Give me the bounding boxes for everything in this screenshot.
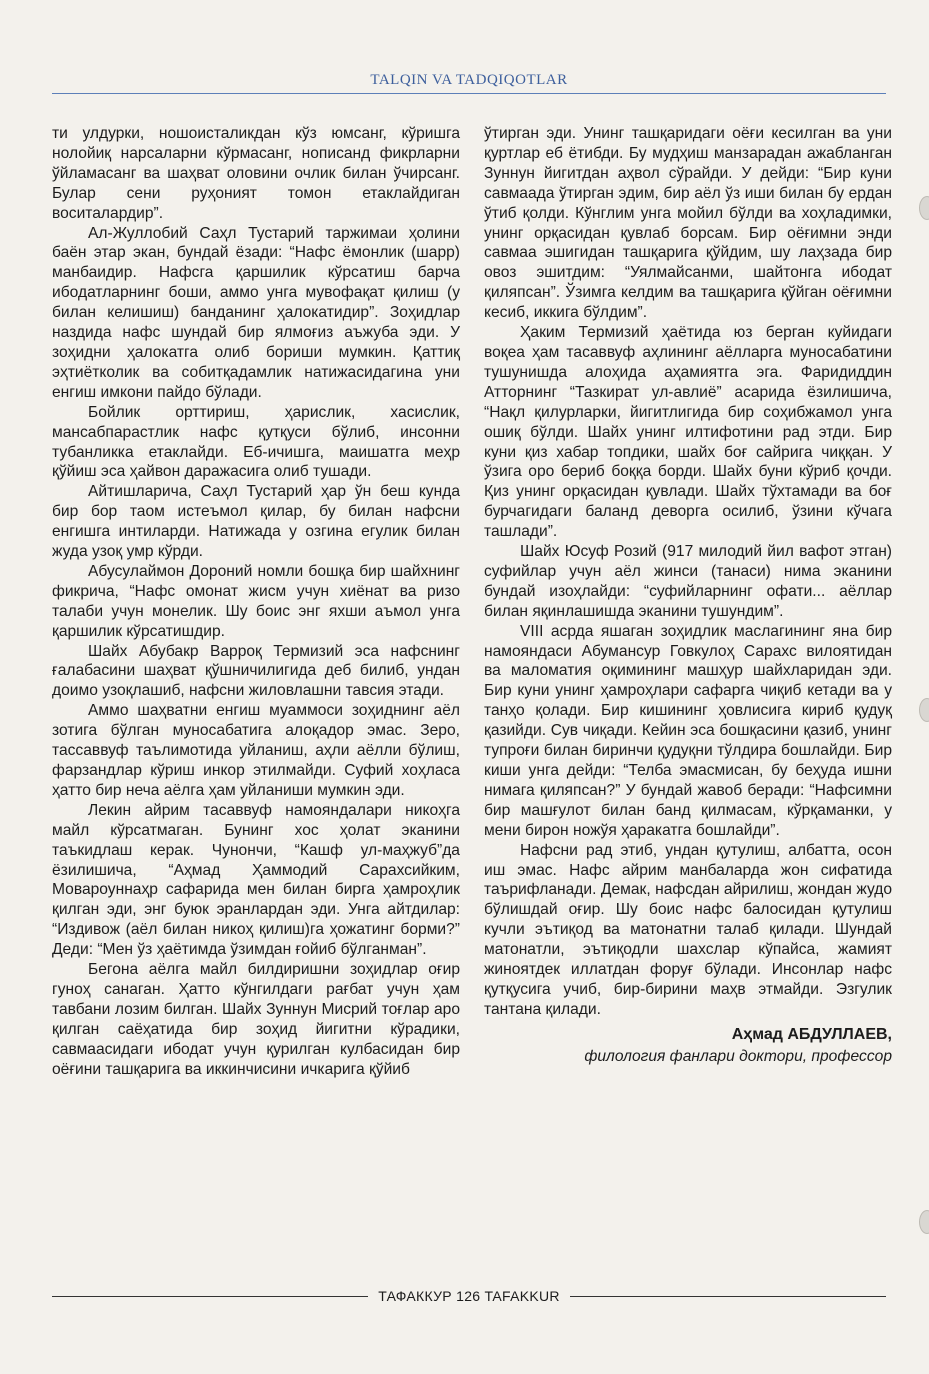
paragraph: Бегона аёлга майл билдиришни зоҳидлар оғир гуноҳ санаган. Ҳатто кўнгилдаги рағбат учун ҳам тавбани лозим билган. Шайх Зуннун Мисрий тоғлар аро қилган саёҳатида бир зоҳид йигитни кўрадики, савмаасидаги ибодат учун қурилган кулбасидан бир оёғини ташқарига ва иккинчисини ичкарига қўйиб: [52, 961, 460, 1078]
paragraph: ўтирган эди. Унинг ташқаридаги оёғи кесилган ва уни қуртлар еб ётибди. Бу мудҳиш манзарадан ажабланган Зуннун йигитдан аҳвол сўрайди. У дейди: “Бир куни савмаада ўтирган эдим, бир аёл ўз иши билан бу ердан ўтиб қолди. Кўнглим унга мойил бўлди ва хоҳладимки, унинг орқасидан қувлаб борсам. Бир оёғимни энди савмаа эшигидан ташқарига қўйдим, шу лаҳзада бир овоз эшитдим: “Уялмайсанми, шайтонга ибодат қиляпсан”. Ўзимга келдим ва ташқарига қўйган оёғимни кесиб, иккига бўлдим”.: [484, 125, 892, 322]
footer-rule-right: [570, 1296, 886, 1297]
header-rule: [52, 93, 886, 94]
paragraph: Ҳаким Термизий ҳаётида юз берган куйидаги воқеа ҳам тасаввуф аҳлининг аёлларга муносабатини тушунишда алоҳида аҳамиятга эга. Фаридиддин Атторнинг “Тазкират ул-авлиё” асарида ёзилишича, “Нақл қилурларки, йигитлигида бир соҳибжамол унга ошиқ бўлди. Шайх унинг илтифотини рад этди. Бир куни қиз хабар топдики, шайх боғ сайрига чиққан. У ўзига оро бериб боққа борди. Шайх буни кўриб қочди. Қиз унинг орқасидан қувлади. Шайх тўхтамади ва боғ бурчагидаги баланд деворга осилиб, ўзини кўчага ташлади”.: [484, 324, 892, 541]
paragraph: VIII асрда яшаган зоҳидлик маслагининг яна бир намояндаси Абумансур Говкулоҳ Сарахс вилоятидан ва маломатия оқимининг машҳур шайхларидан эди. Бир куни унинг ҳамроҳлари сафарга чиқиб кетади ва у танҳо қолади. Бир кишининг ҳовлисига кириб қудуқ қазийди. Сув чиқади. Кейин эса бошқасини қазиб, унинг тупроғи билан биринчи қудуқни тўлдира бошлайди. Бир киши унга дейди: “Телба эмасмисан, бу беҳуда ишни нимага қиляпсан?” У бундай жавоб беради: “Нафсимни бир машғулот билан банд қилмасам, кўрқаманки, у мени бирон ножўя ҳаракатга бошлайди”.: [484, 622, 892, 839]
paragraph: Абусулаймон Дороний номли бошқа бир шайхнинг фикрича, “Нафс омонат жисм учун хиёнат ва ризо талаби учун монелик. Шу боис энг яхши аъмол унга қаршилик кўрсатишдир.: [52, 562, 460, 640]
binder-hole: [919, 1210, 929, 1234]
footer-rule-left: [52, 1296, 368, 1297]
author-signature: [484, 1024, 892, 1068]
paragraph: Шайх Юсуф Розий (917 милодий йил вафот этган) суфийлар учун аёл жинси (танаси) нима эканини бундай изоҳлайди: “суфийларнинг офати... аёллар билан яқинлашишда эканини тушундим”.: [484, 543, 892, 620]
paragraph: Бойлик орттириш, ҳарислик, хасислик, мансабпарастлик нафс қутқуси бўлиб, инсонни тубанликка етаклайди. Еб-ичишга, маишатга меҳр қўйиш эса ҳайвон даражасига олиб тушади.: [52, 403, 460, 481]
paragraph: ти улдурки, ношоисталикдан кўз юмсанг, кўришга нолойиқ нарсаларни кўрмасанг, нописанд фикрларни ўйламасанг ва шаҳват оловини очлик билан ўчирсанг. Булар сени руҳоният томон етаклайдиган воситалардир”.: [52, 125, 460, 222]
running-title: ТАФАККУР 126 TAFAKKUR: [378, 1288, 560, 1304]
right-column: [484, 124, 892, 1068]
author-name: Аҳмад АБДУЛЛАЕВ,: [731, 1025, 892, 1043]
paragraph: Лекин айрим тасаввуф намояндалари никоҳга майл кўрсатмаган. Бунинг хос ҳолат эканини таъкидлаш керак. Чунончи, “Кашф ул-маҳжуб”да ёзилишича, “Аҳмад Ҳаммодий Сарахсийким, Мовароуннаҳр сафарида мен билан бирга ҳамроҳлик қилган эди, энг буюк эранлардан эди. Унга айтдилар: “Издивож (аёл билан никоҳ қилиш)га ҳожатинг борми?” Деди: “Мен ўз ҳаётимда ўзимдан ғойиб бўлганман”.: [52, 801, 460, 959]
binder-hole: [919, 196, 929, 220]
binder-hole: [919, 698, 929, 722]
paragraph: Айтишларича, Саҳл Тустарий ҳар ўн беш кунда бир бор таом истеъмол қилар, бу билан нафсни енгишга интиларди. Натижада у озгина егулик билан жуда узоқ умр кўрди.: [52, 483, 460, 561]
paragraph: Шайх Абубакр Варроқ Термизий эса нафснинг ғалабасини шаҳват қўшничилигида деб билиб, ундан доимо узоқлашиб, нафсни жиловлашни тавсия этади.: [52, 642, 460, 700]
page-header: [52, 72, 886, 94]
author-title: филология фанлари доктори, профессор: [584, 1047, 892, 1065]
left-column: [52, 124, 460, 1080]
page-footer: [52, 1288, 886, 1304]
paragraph: Ал-Жуллобий Саҳл Тустарий таржимаи ҳолини баён этар экан, бундай ёзади: “Нафс ёмонлик (шарр) манбаидир. Нафсга қаршилик кўрсатиш барча ибодатларнинг боши, аммо унга мувофақат қилиш (у билан келишиш) банданинг ҳалокатидир”. Зоҳидлар наздида нафс шундай бир ялмоғиз аъжуба эди. У зоҳидни ҳалокатга олиб бориши мумкин. Қаттиқ эҳтиётколик ва собитқадамлик натижасидагина уни енгиш имкони пайдо бўлади.: [52, 224, 460, 401]
paragraph: Нафсни рад этиб, ундан қутулиш, албатта, осон иш эмас. Нафс айрим манбаларда жон сифатида таърифланади. Демак, нафсдан айрилиш, жондан жудо бўлишдай оғир. Шу боис нафс балосидан қутулиш кучли эътиқод ва матонатни талаб қилади. Шундай матонатли, эътиқодли шахслар кўпайса, жамият жиноятдек иллатдан форуғ бўлади. Инсонлар нафс қутқусига учиб, бир-бирини маҳв этмайди. Эзгулик тантана қилади.: [484, 841, 892, 1018]
section-title: TALQIN VA TADQIQOTLAR: [370, 72, 568, 88]
paragraph: Аммо шаҳватни енгиш муаммоси зоҳиднинг аёл зотига бўлган муносабатига алоқадор эмас. Зеро, тассаввуф таълимотида уйланиш, аҳли аёлли бўлиш, фарзандлар кўриш инкор этилмайди. Суфий хоҳласа ҳатто бир неча аёлга ҳам уйланиши мумкин эди.: [52, 702, 460, 799]
